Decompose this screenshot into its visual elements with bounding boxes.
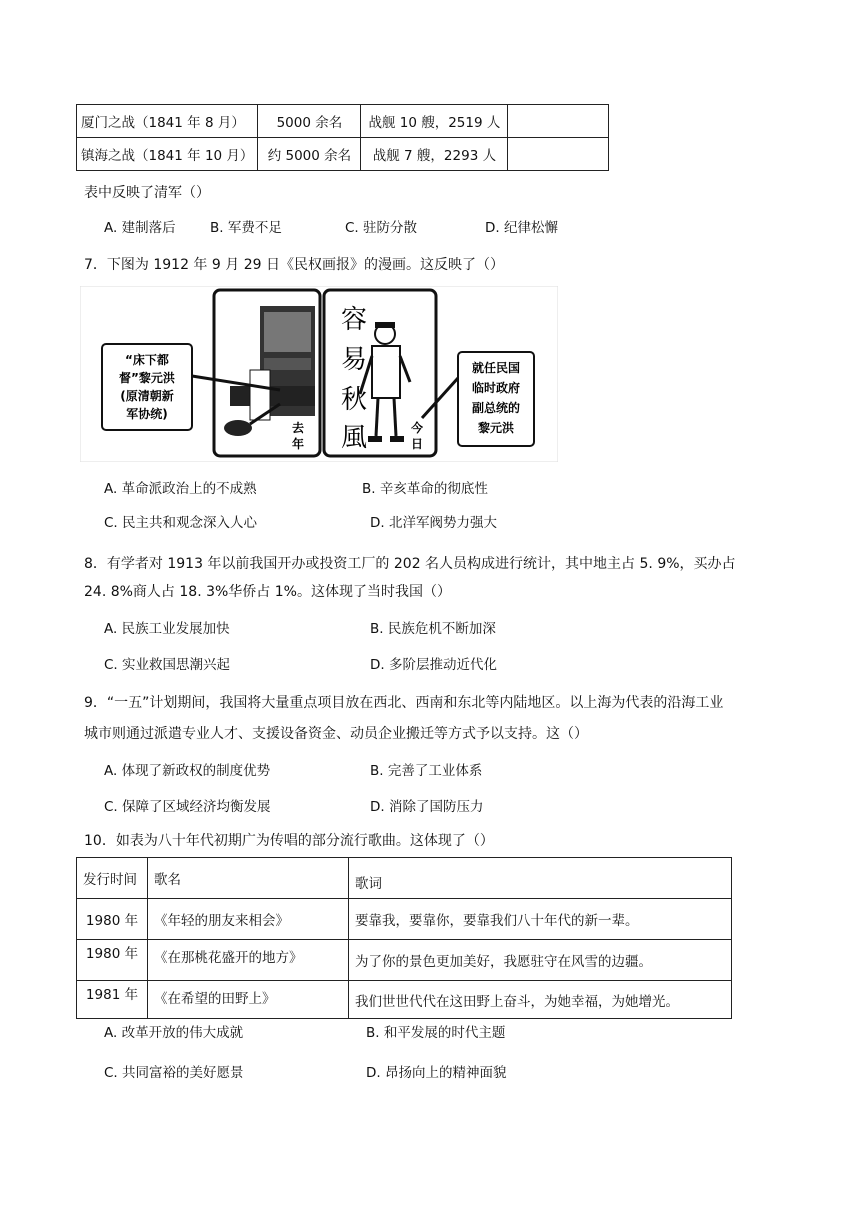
panel-label-left: 去 xyxy=(291,421,305,435)
question-stem: 8．有学者对 1913 年以前我国开办或投资工厂的 202 名人员构成进行统计，其中地主占 5. 9%，买办占 xyxy=(84,556,736,572)
table-cell: 《年轻的朋友来相会》 xyxy=(148,899,349,940)
column-header: 歌名 xyxy=(148,858,349,899)
right-callout-line: 黎元洪 xyxy=(477,421,515,435)
table-row xyxy=(77,899,732,940)
table-cell: 《在那桃花盛开的地方》 xyxy=(148,940,349,981)
option-b[interactable]: B. 完善了工业体系 xyxy=(370,763,483,779)
left-callout-line: 军协统) xyxy=(126,407,168,421)
option-b[interactable]: B. 和平发展的时代主题 xyxy=(366,1025,506,1041)
table-header-row xyxy=(77,858,732,899)
table-row xyxy=(77,981,732,1019)
battle-table xyxy=(76,104,609,171)
left-callout-line: “床下都 xyxy=(125,353,169,367)
table-row xyxy=(77,105,609,138)
panel-label-right: 日 xyxy=(410,437,424,451)
table-cell: 厦门之战（1841 年 8 月） xyxy=(77,105,258,138)
option-d[interactable]: D. 纪律松懈 xyxy=(485,220,558,236)
column-header: 歌词 xyxy=(349,858,732,899)
question-stem: 9．“一五”计划期间，我国将大量重点项目放在西北、西南和东北等内陆地区。以上海为代表的沿海工业 xyxy=(84,695,724,711)
option-a[interactable]: A. 改革开放的伟大成就 xyxy=(104,1025,244,1041)
panel-label-right: 今 xyxy=(410,421,424,435)
table-cell: 要靠我，要靠你，要靠我们八十年代的新一辈。 xyxy=(349,899,732,940)
cartoon-image xyxy=(80,286,558,462)
right-callout-line: 就任民国 xyxy=(471,361,521,375)
song-table xyxy=(76,857,732,1019)
table-cell: 《在希望的田野上》 xyxy=(148,981,349,1019)
table-cell: 为了你的景色更加美好，我愿驻守在风雪的边疆。 xyxy=(349,940,732,981)
table-cell: 1981 年 xyxy=(77,981,148,1019)
table-cell: 我们世世代代在这田野上奋斗，为她幸福，为她增光。 xyxy=(349,981,732,1019)
table-cell: 约 5000 余名 xyxy=(258,138,361,171)
right-callout-line: 副总统的 xyxy=(471,401,521,415)
option-d[interactable]: D. 昂扬向上的精神面貌 xyxy=(366,1065,507,1081)
column-header: 发行时间 xyxy=(77,858,148,899)
option-a[interactable]: A. 建制落后 xyxy=(104,220,176,236)
cartoon-illustration xyxy=(80,286,558,462)
table-row xyxy=(77,138,609,171)
option-d[interactable]: D. 北洋军阀势力强大 xyxy=(370,515,497,531)
cartoon-title-char: 風 xyxy=(340,423,368,453)
table-cell: 战舰 10 艘，2519 人 xyxy=(361,105,508,138)
option-b[interactable]: B. 军费不足 xyxy=(210,220,282,236)
option-d[interactable]: D. 消除了国防压力 xyxy=(370,799,484,815)
option-a[interactable]: A. 革命派政治上的不成熟 xyxy=(104,481,257,497)
question-stem: 城市则通过派遣专业人才、支援设备资金、动员企业搬迁等方式予以支持。这（） xyxy=(84,726,588,742)
option-a[interactable]: A. 民族工业发展加快 xyxy=(104,621,230,637)
option-b[interactable]: B. 辛亥革命的彻底性 xyxy=(362,481,488,497)
question-stem: 7．下图为 1912 年 9 月 29 日《民权画报》的漫画。这反映了（） xyxy=(84,257,504,273)
question-stem: 表中反映了清军（） xyxy=(84,185,210,201)
table-cell xyxy=(508,105,609,138)
table-cell: 5000 余名 xyxy=(258,105,361,138)
left-callout-line: 督”黎元洪 xyxy=(119,371,175,385)
panel-label-left: 年 xyxy=(291,437,305,451)
right-callout-line: 临时政府 xyxy=(471,381,521,395)
question-stem: 10．如表为八十年代初期广为传唱的部分流行歌曲。这体现了（） xyxy=(84,833,494,849)
table-cell xyxy=(508,138,609,171)
left-callout-line: (原清朝新 xyxy=(120,389,174,403)
option-c[interactable]: C. 保障了区域经济均衡发展 xyxy=(104,799,271,815)
option-c[interactable]: C. 驻防分散 xyxy=(345,220,418,236)
option-c[interactable]: C. 民主共和观念深入人心 xyxy=(104,515,258,531)
cartoon-title-char: 秋 xyxy=(340,385,368,415)
table-cell: 镇海之战（1841 年 10 月） xyxy=(77,138,258,171)
table-cell: 1980 年 xyxy=(77,940,148,981)
cartoon-title-char: 易 xyxy=(340,345,368,375)
table-cell: 战舰 7 艘，2293 人 xyxy=(361,138,508,171)
option-d[interactable]: D. 多阶层推动近代化 xyxy=(370,657,497,673)
table-row xyxy=(77,940,732,981)
option-c[interactable]: C. 实业救国思潮兴起 xyxy=(104,657,231,673)
table-cell: 1980 年 xyxy=(77,899,148,940)
option-c[interactable]: C. 共同富裕的美好愿景 xyxy=(104,1065,244,1081)
question-stem: 24. 8%商人占 18. 3%华侨占 1%。这体现了当时我国（） xyxy=(84,584,451,600)
cartoon-title-char: 容 xyxy=(340,305,368,335)
option-a[interactable]: A. 体现了新政权的制度优势 xyxy=(104,763,271,779)
option-b[interactable]: B. 民族危机不断加深 xyxy=(370,621,496,637)
